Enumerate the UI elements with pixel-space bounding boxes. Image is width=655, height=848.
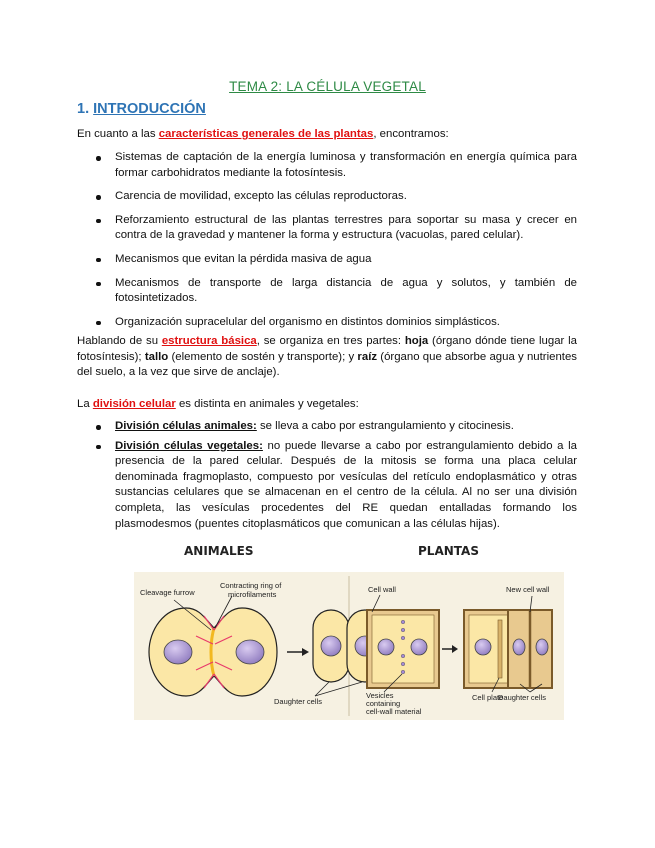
list-item: División células vegetales: no puede llevarse a cabo por estrangulamiento debido a la presencia de la pared celular. Después de la mitosis se forma una placa celular denominada fragmoplasto, compuesto por vesículas del retículo endoplasmático y otras sustancias celulares que se almacenan en el centro de la célula. Al no ser una división completa, las vesículas procedentes del RE quedan entalladas formando los plasmodesmos (puentes citoplasmáticos que comunican a las células hijas). — [77, 439, 577, 533]
division-term: división celular — [92, 398, 176, 410]
hoja-term: hoja — [404, 335, 429, 347]
ring-label-2: microfilaments — [228, 590, 277, 599]
page-title: TEMA 2: LA CÉLULA VEGETAL — [229, 79, 426, 94]
animals-heading: ANIMALES — [184, 544, 254, 558]
cleavage-furrow-label: Cleavage furrow — [140, 588, 195, 597]
section-number: 1. — [77, 101, 90, 117]
arrow-icon — [452, 645, 458, 653]
section-heading — [77, 102, 206, 118]
structure-paragraph: Hablando de su estructura básica, se organiza en tres partes: hoja (órgano dónde tiene lugar la fotosíntesis); tallo (elemento de sostén y transporte); y raíz (órgano que absorbe agua y nutrientes del suelo, a la vez que sirve de anclaje). — [77, 335, 577, 379]
cell-division-figure — [134, 572, 564, 720]
list-item: Mecanismos de transporte de larga distancia de agua y solutos, y también de fotosintetizados. — [77, 276, 577, 307]
vesicles-label-2: containing — [366, 699, 401, 708]
division-list — [77, 419, 577, 536]
tallo-term: tallo — [144, 350, 169, 363]
division-paragraph: La división celular es distinta en animales y vegetales: — [77, 398, 359, 410]
animal-daughter-label: Daughter cells — [274, 697, 322, 706]
animal-dividing-cell — [149, 596, 277, 696]
plant-daughter-label: Daughter cells — [498, 693, 546, 702]
characteristics-list — [77, 150, 577, 338]
new-cell-wall-label: New cell wall — [506, 585, 550, 594]
vesicles-label-3: cell-wall material — [366, 707, 422, 716]
ring-label-1: Contracting ring of — [220, 581, 282, 590]
list-item: División células animales: se lleva a cabo por estrangulamiento y citocinesis. — [77, 419, 577, 435]
list-item: Reforzamiento estructural de las plantas terrestres para soportar su masa y crecer en contra de la gravedad y mantener la forma y estructura (vacuolas, pared celular). — [77, 213, 577, 244]
cell-plate-label: Cell plate — [472, 693, 504, 702]
structure-term: estructura básica — [161, 335, 257, 347]
list-item: Mecanismos que evitan la pérdida masiva de agua — [77, 252, 577, 268]
cell-division-diagram — [134, 572, 564, 720]
plant-cell-vesicles — [367, 595, 439, 692]
raiz-term: raíz — [357, 350, 378, 363]
section-label: INTRODUCCIÓN — [93, 101, 206, 117]
vesicles-label-1: Vesicles — [366, 691, 394, 700]
list-item: Sistemas de captación de la energía luminosa y transformación en energía química para formar carbohidratos mediante la fotosíntesis. — [77, 150, 577, 181]
arrow-icon — [302, 648, 309, 656]
list-item: Carencia de movilidad, excepto las células reproductoras. — [77, 189, 577, 205]
intro-paragraph: En cuanto a las características generales de las plantas, encontramos: — [77, 128, 449, 140]
plants-heading: PLANTAS — [418, 544, 479, 558]
list-item: Organización supracelular del organismo en distintos dominios simplásticos. — [77, 315, 577, 331]
characteristics-term: características generales de las plantas — [158, 128, 374, 140]
plant-daughter-cells — [508, 596, 552, 692]
cell-wall-label: Cell wall — [368, 585, 396, 594]
